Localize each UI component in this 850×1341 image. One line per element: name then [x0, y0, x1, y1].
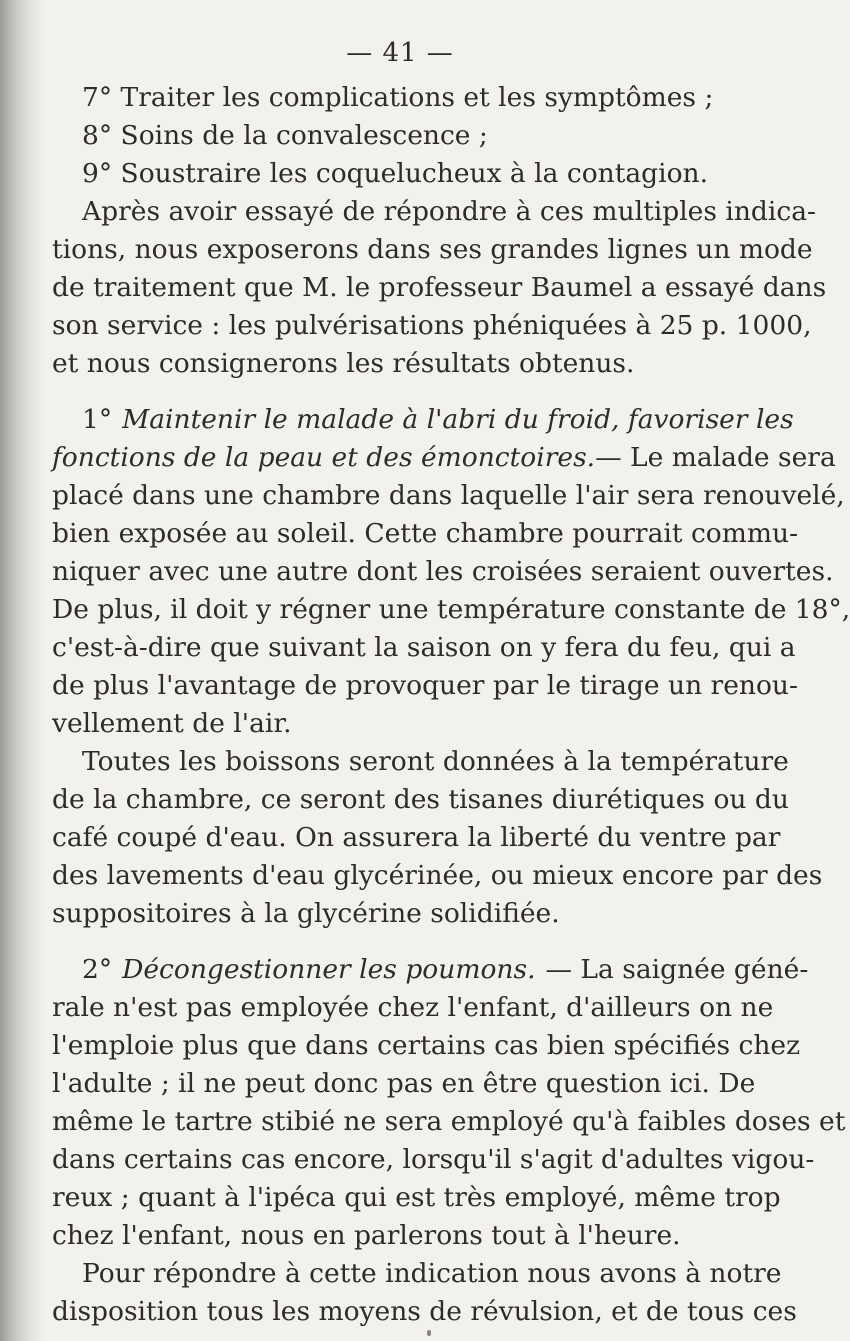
section-title: fonctions de la peau et des émonctoires.: [52, 442, 596, 473]
list-item-8: 8° Soins de la convalescence ;: [82, 120, 488, 151]
paragraph-line: c'est-à-dire que suivant la saison on y fera du feu, qui a: [52, 632, 796, 663]
section-heading-line: [82, 404, 794, 436]
paragraph-line: l'adulte ; il ne peut donc pas en être question ici. De: [52, 1068, 756, 1099]
paragraph-line: café coupé d'eau. On assurera la liberté du ventre par: [52, 822, 781, 853]
paragraph-line: bien exposée au soleil. Cette chambre pourrait commu-: [52, 518, 799, 549]
paragraph-text: — Le malade sera: [595, 442, 836, 473]
paragraph-line: reux ; quant à l'ipéca qui est très employé, même trop: [52, 1182, 781, 1213]
paragraph-line: son service : les pulvérisations phéniquées à 25 p. 1000,: [52, 310, 812, 341]
paragraph-text: — La saignée géné-: [545, 954, 809, 985]
paragraph-line: tions, nous exposerons dans ses grandes lignes un mode: [52, 234, 813, 265]
paragraph-line: Après avoir essayé de répondre à ces multiples indica-: [82, 196, 816, 227]
section-title: Maintenir le malade à l'abri du froid, favoriser les: [122, 404, 794, 435]
paragraph-line: de traitement que M. le professeur Baumel a essayé dans: [52, 272, 827, 303]
paragraph-line: De plus, il doit y régner une température constante de 18°,: [52, 594, 850, 625]
paragraph-line: placé dans une chambre dans laquelle l'air sera renouvelé,: [52, 480, 845, 511]
paragraph-line: des lavements d'eau glycérinée, ou mieux encore par des: [52, 860, 823, 891]
paragraph-line: disposition tous les moyens de révulsion, et de tous ces: [52, 1296, 797, 1327]
paragraph-line: dans certains cas encore, lorsqu'il s'agit d'adultes vigou-: [52, 1144, 815, 1175]
paragraph-line: de la chambre, ce seront des tisanes diurétiques ou du: [52, 784, 789, 815]
paragraph-line: vellement de l'air.: [52, 708, 292, 739]
paragraph-line: même le tartre stibié ne sera employé qu'à faibles doses et: [52, 1106, 846, 1137]
paragraph-line: suppositoires à la glycérine solidifiée.: [52, 898, 560, 929]
section-title: Décongestionner les poumons.: [122, 954, 536, 985]
list-item-9: 9° Soustraire les coquelucheux à la contagion.: [82, 158, 709, 189]
section-heading-line: [52, 442, 836, 474]
paragraph-line: de plus l'avantage de provoquer par le tirage un renou-: [52, 670, 798, 701]
list-item-7: 7° Traiter les complications et les symptômes ;: [82, 82, 714, 113]
paragraph-line: et nous consignerons les résultats obtenus.: [52, 348, 635, 379]
paragraph-line: niquer avec une autre dont les croisées seraient ouvertes.: [52, 556, 834, 587]
section-number: 1°: [82, 404, 113, 435]
paragraph-line: Pour répondre à cette indication nous avons à notre: [82, 1258, 782, 1289]
paragraph-line: l'emploie plus que dans certains cas bien spécifiés chez: [52, 1030, 801, 1061]
paragraph-line: rale n'est pas employée chez l'enfant, d'ailleurs on ne: [52, 992, 774, 1023]
paragraph-line: Toutes les boissons seront données à la température: [82, 746, 789, 777]
section-heading-line: [82, 954, 809, 986]
paragraph-line: chez l'enfant, nous en parlerons tout à l'heure.: [52, 1220, 681, 1251]
print-speck: [427, 1330, 431, 1336]
page-number: — 41 —: [346, 38, 454, 68]
section-number: 2°: [82, 954, 113, 985]
